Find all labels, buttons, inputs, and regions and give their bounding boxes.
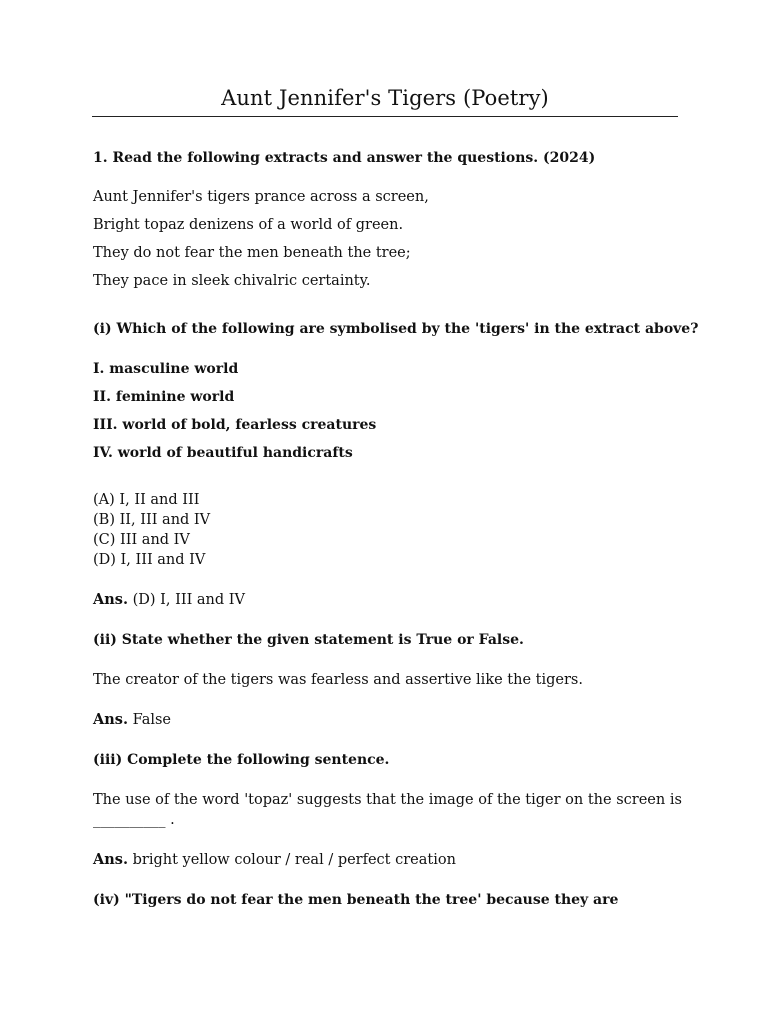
sentence-text: The use of the word 'topaz' suggests that the image of the tiger on the screen is [93, 792, 682, 808]
statement-item: IV. world of beautiful handicrafts [93, 445, 353, 461]
answer-label: Ans. [93, 711, 129, 728]
statement-item: III. world of bold, fearless creatures [93, 417, 377, 433]
answer-option: (C) III and IV [93, 532, 190, 548]
answer-text: (D) I, III and IV [132, 592, 245, 608]
answer-line [93, 851, 456, 869]
statement-item: I. masculine world [93, 361, 239, 377]
answer-line [93, 711, 171, 729]
fill-in-blank: __________ . [93, 812, 175, 828]
question-prompt: (iii) Complete the following sentence. [93, 752, 390, 768]
statement-item: II. feminine world [93, 389, 235, 405]
question-heading: 1. Read the following extracts and answer the questions. (2024) [93, 150, 596, 166]
answer-option: (A) I, II and III [93, 492, 200, 508]
question-prompt: (i) Which of the following are symbolised by the 'tigers' in the extract above? [93, 321, 699, 337]
answer-text: bright yellow colour / real / perfect creation [132, 852, 456, 868]
extract-line: Bright topaz denizens of a world of green. [93, 217, 404, 233]
answer-label: Ans. [93, 591, 129, 608]
answer-line [93, 591, 245, 609]
extract-line: They do not fear the men beneath the tree; [93, 245, 411, 261]
answer-text: False [132, 712, 172, 728]
extract-line: Aunt Jennifer's tigers prance across a screen, [93, 189, 429, 205]
question-prompt: (ii) State whether the given statement is True or False. [93, 632, 524, 648]
statement-text: The creator of the tigers was fearless and assertive like the tigers. [93, 672, 583, 688]
page-title: Aunt Jennifer's Tigers (Poetry) [221, 86, 549, 110]
answer-option: (B) II, III and IV [93, 512, 211, 528]
answer-label: Ans. [93, 851, 129, 868]
question-prompt: (iv) "Tigers do not fear the men beneath the tree' because they are [93, 892, 619, 908]
answer-option: (D) I, III and IV [93, 552, 206, 568]
title-divider [92, 116, 678, 117]
extract-line: They pace in sleek chivalric certainty. [93, 273, 371, 289]
